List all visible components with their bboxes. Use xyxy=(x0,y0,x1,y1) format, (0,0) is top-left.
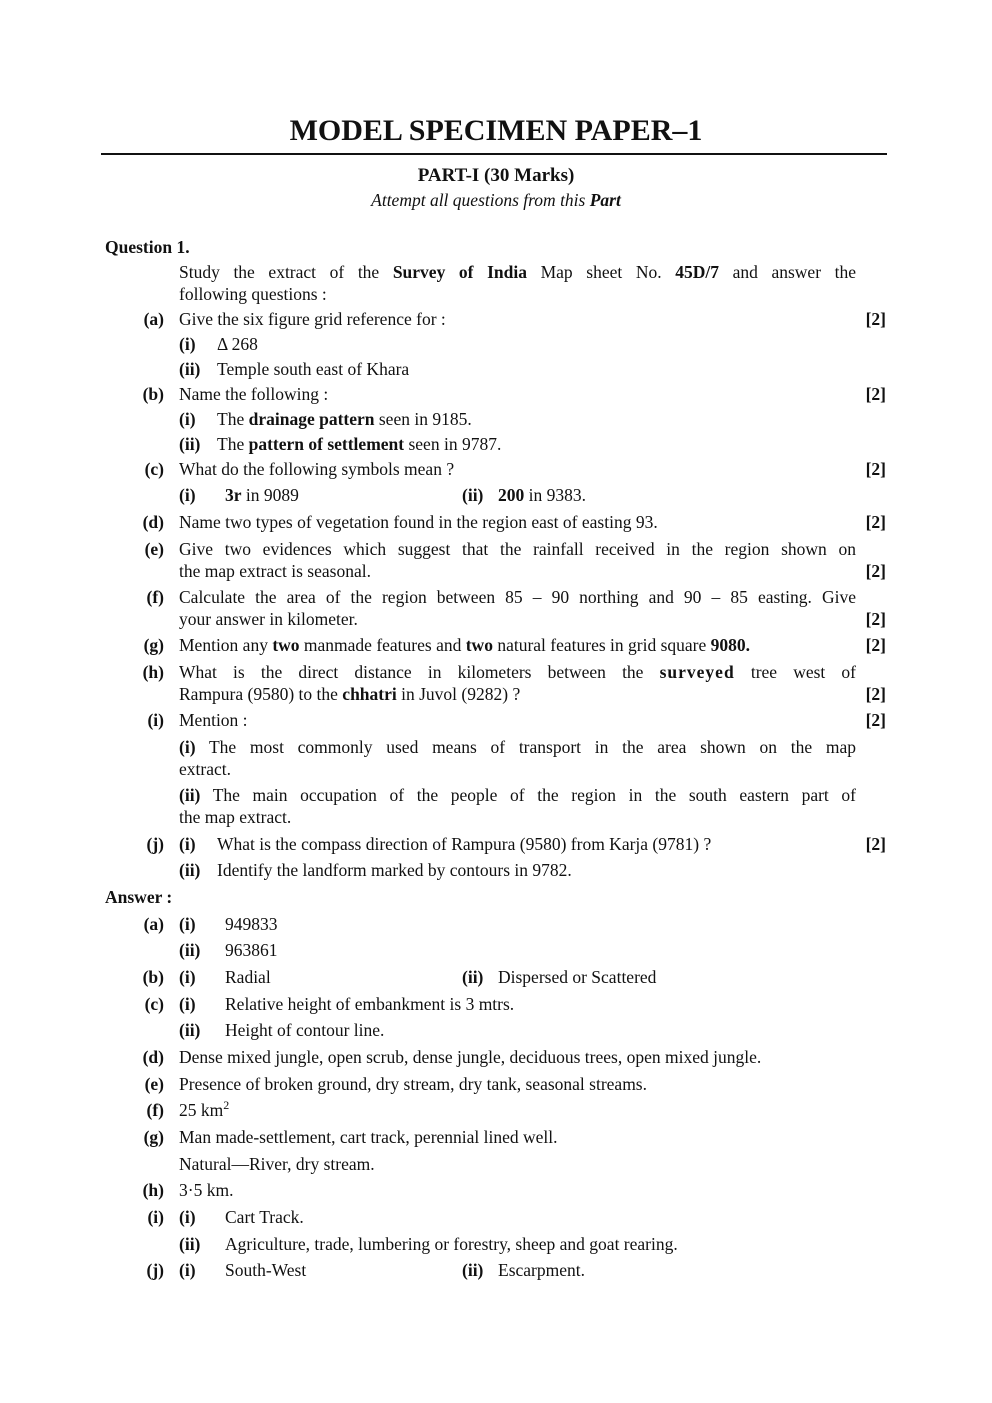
symbol-bold: 200 xyxy=(498,485,525,505)
answer-sub-label: (i) xyxy=(179,994,196,1014)
answer-text xyxy=(179,1099,229,1121)
subpart-text-plain: in 9089 xyxy=(245,485,299,505)
question-label: (i) xyxy=(147,710,164,730)
page-title: MODEL SPECIMEN PAPER–1 xyxy=(289,114,703,147)
answer-text: 949833 xyxy=(225,914,278,934)
answer-text: Presence of broken ground, dry stream, dry tank, seasonal streams. xyxy=(179,1074,647,1094)
subpart-label: (ii) xyxy=(179,434,201,454)
answer-sub-label: (i) xyxy=(179,1260,196,1280)
question-text-bold: surveyed xyxy=(659,662,735,682)
intro-text: and answer the xyxy=(732,262,857,282)
answer-label: (g) xyxy=(143,1127,164,1147)
subpart-text-plain: seen in 9787. xyxy=(408,434,502,454)
answer-label: (j) xyxy=(146,1260,164,1280)
subpart-text-plain: The xyxy=(217,409,245,429)
subpart-label: (ii) xyxy=(179,785,201,805)
question-text-bold: two xyxy=(272,635,300,655)
answer-text: Escarpment. xyxy=(498,1260,585,1280)
answer-heading: Answer : xyxy=(105,887,173,907)
question-intro xyxy=(179,261,856,283)
subpart-text-line2: the map extract. xyxy=(179,807,292,827)
question-intro-line2: following questions : xyxy=(179,284,327,304)
subpart-text: Δ 268 xyxy=(217,334,258,354)
subpart-text xyxy=(179,784,856,806)
question-text-plain: Mention any xyxy=(179,635,268,655)
subpart-text-line2: extract. xyxy=(179,759,231,779)
question-text-plain: natural features in grid square xyxy=(497,635,707,655)
question-text xyxy=(179,661,856,683)
answer-text: Relative height of embankment is 3 mtrs. xyxy=(225,994,515,1014)
question-text: Name two types of vegetation found in the region east of easting 93. xyxy=(179,512,658,532)
subpart-text-plain: seen in 9185. xyxy=(378,409,472,429)
subpart-text xyxy=(217,433,501,455)
question-label: (g) xyxy=(143,635,164,655)
subpart-label: (ii) xyxy=(179,860,201,880)
answer-text: 963861 xyxy=(225,940,278,960)
subpart-text: Temple south east of Khara xyxy=(217,359,410,379)
answer-text: 3·5 km. xyxy=(179,1180,234,1200)
question-label: (h) xyxy=(142,662,164,682)
question-text xyxy=(179,634,750,656)
answer-sub-label: (ii) xyxy=(179,1020,201,1040)
answer-label: (b) xyxy=(142,967,164,987)
answer-label: (d) xyxy=(142,1047,164,1067)
question-text-line2 xyxy=(179,683,520,705)
answer-label: (i) xyxy=(147,1207,164,1227)
answer-text: Dispersed or Scattered xyxy=(498,967,657,987)
question-text: Calculate the area of the region between 85 – 90 northing and 90 – 85 easting. Give xyxy=(179,587,856,607)
title-rule xyxy=(101,153,887,155)
answer-sub-label: (ii) xyxy=(462,967,484,987)
question-text-plain: What is the direct distance in kilometers between the xyxy=(179,662,644,682)
question-text-plain: in Juvol (9282) ? xyxy=(401,684,521,704)
marks-label: [2] xyxy=(865,309,886,329)
question-label: (d) xyxy=(142,512,164,532)
question-text: Mention : xyxy=(179,710,248,730)
symbol-bold: 3r xyxy=(225,485,242,505)
instruction-text: Attempt all questions from this xyxy=(371,190,586,210)
answer-label: (e) xyxy=(144,1074,164,1094)
answer-label: (a) xyxy=(143,914,164,934)
answer-text: Height of contour line. xyxy=(225,1020,385,1040)
question-label: (b) xyxy=(142,384,164,404)
question-text-line2: the map extract is seasonal. xyxy=(179,561,371,581)
subpart-text xyxy=(225,484,299,506)
answer-sub-label: (ii) xyxy=(179,940,201,960)
answer-sub-label: (i) xyxy=(179,1207,196,1227)
answer-label: (c) xyxy=(144,994,164,1014)
instruction-bold: Part xyxy=(589,190,621,210)
answer-text: Natural—River, dry stream. xyxy=(179,1154,375,1174)
answer-sub-label: (ii) xyxy=(462,1260,484,1280)
subpart-label: (i) xyxy=(179,409,196,429)
marks-label: [2] xyxy=(865,635,886,655)
marks-label: [2] xyxy=(865,384,886,404)
subpart-text xyxy=(498,484,586,506)
question-heading: Question 1. xyxy=(105,237,190,257)
question-label: (f) xyxy=(146,587,164,607)
question-text-bold: 9080. xyxy=(710,635,751,655)
subpart-text: Identify the landform marked by contours in 9782. xyxy=(217,860,572,880)
subpart-label: (i) xyxy=(179,834,196,854)
subpart-text xyxy=(179,736,856,758)
marks-label: [2] xyxy=(865,710,886,730)
answer-label: (f) xyxy=(146,1100,164,1120)
answer-text: Cart Track. xyxy=(225,1207,304,1227)
question-text: Give the six figure grid reference for : xyxy=(179,309,446,329)
part-instruction xyxy=(0,189,992,211)
answer-text: Dense mixed jungle, open scrub, dense jungle, deciduous trees, open mixed jungle. xyxy=(179,1047,762,1067)
subpart-text-plain: The xyxy=(217,434,245,454)
answer-text-plain: 25 km xyxy=(179,1100,224,1120)
answer-sub-label: (i) xyxy=(179,914,196,934)
answer-text: Radial xyxy=(225,967,271,987)
question-label: (e) xyxy=(144,539,164,559)
question-label: (j) xyxy=(146,834,164,854)
answer-sub-label: (i) xyxy=(179,967,196,987)
question-label: (a) xyxy=(143,309,164,329)
subpart-text-bold: drainage pattern xyxy=(248,409,375,429)
superscript: 2 xyxy=(223,1098,230,1113)
marks-label: [2] xyxy=(865,561,886,581)
subpart-text-plain: The main occupation of the people of the region in the south eastern part of xyxy=(212,785,856,805)
question-text: What do the following symbols mean ? xyxy=(179,459,455,479)
subpart-label: (i) xyxy=(179,485,196,505)
intro-bold: Survey of India xyxy=(392,262,527,282)
answer-text: Man made-settlement, cart track, perennial lined well. xyxy=(179,1127,558,1147)
marks-label: [2] xyxy=(865,609,886,629)
question-text: Name the following : xyxy=(179,384,329,404)
part-heading: PART-I (30 Marks) xyxy=(417,165,575,186)
subpart-text-plain: in 9383. xyxy=(528,485,586,505)
subpart-text: What is the compass direction of Rampura (9580) from Karja (9781) ? xyxy=(217,834,712,854)
answer-sub-label: (ii) xyxy=(179,1234,201,1254)
intro-text: Map sheet No. xyxy=(540,262,662,282)
subpart-label: (i) xyxy=(179,334,196,354)
answer-text: South-West xyxy=(225,1260,307,1280)
answer-label: (h) xyxy=(142,1180,164,1200)
question-text-bold: chhatri xyxy=(342,684,397,704)
subpart-label: (ii) xyxy=(179,359,201,379)
marks-label: [2] xyxy=(865,512,886,532)
question-text-plain: manmade features and xyxy=(303,635,462,655)
intro-text: Study the extract of the xyxy=(179,262,380,282)
subpart-text-plain: The most commonly used means of transport in the area shown on the map xyxy=(208,737,856,757)
subpart-text-bold: pattern of settlement xyxy=(248,434,405,454)
marks-label: [2] xyxy=(865,459,886,479)
question-text-bold: two xyxy=(465,635,493,655)
question-label: (c) xyxy=(144,459,164,479)
intro-bold: 45D/7 xyxy=(675,262,719,282)
question-text-plain: Rampura (9580) to the xyxy=(179,684,338,704)
marks-label: [2] xyxy=(865,834,886,854)
subpart-text xyxy=(217,408,472,430)
question-text: Give two evidences which suggest that the rainfall received in the region shown on xyxy=(179,539,856,559)
answer-text: Agriculture, trade, lumbering or forestry, sheep and goat rearing. xyxy=(225,1234,678,1254)
subpart-label: (ii) xyxy=(462,485,484,505)
question-text-line2: your answer in kilometer. xyxy=(179,609,358,629)
subpart-label: (i) xyxy=(179,737,196,757)
marks-label: [2] xyxy=(865,684,886,704)
question-text-plain: tree west of xyxy=(750,662,857,682)
